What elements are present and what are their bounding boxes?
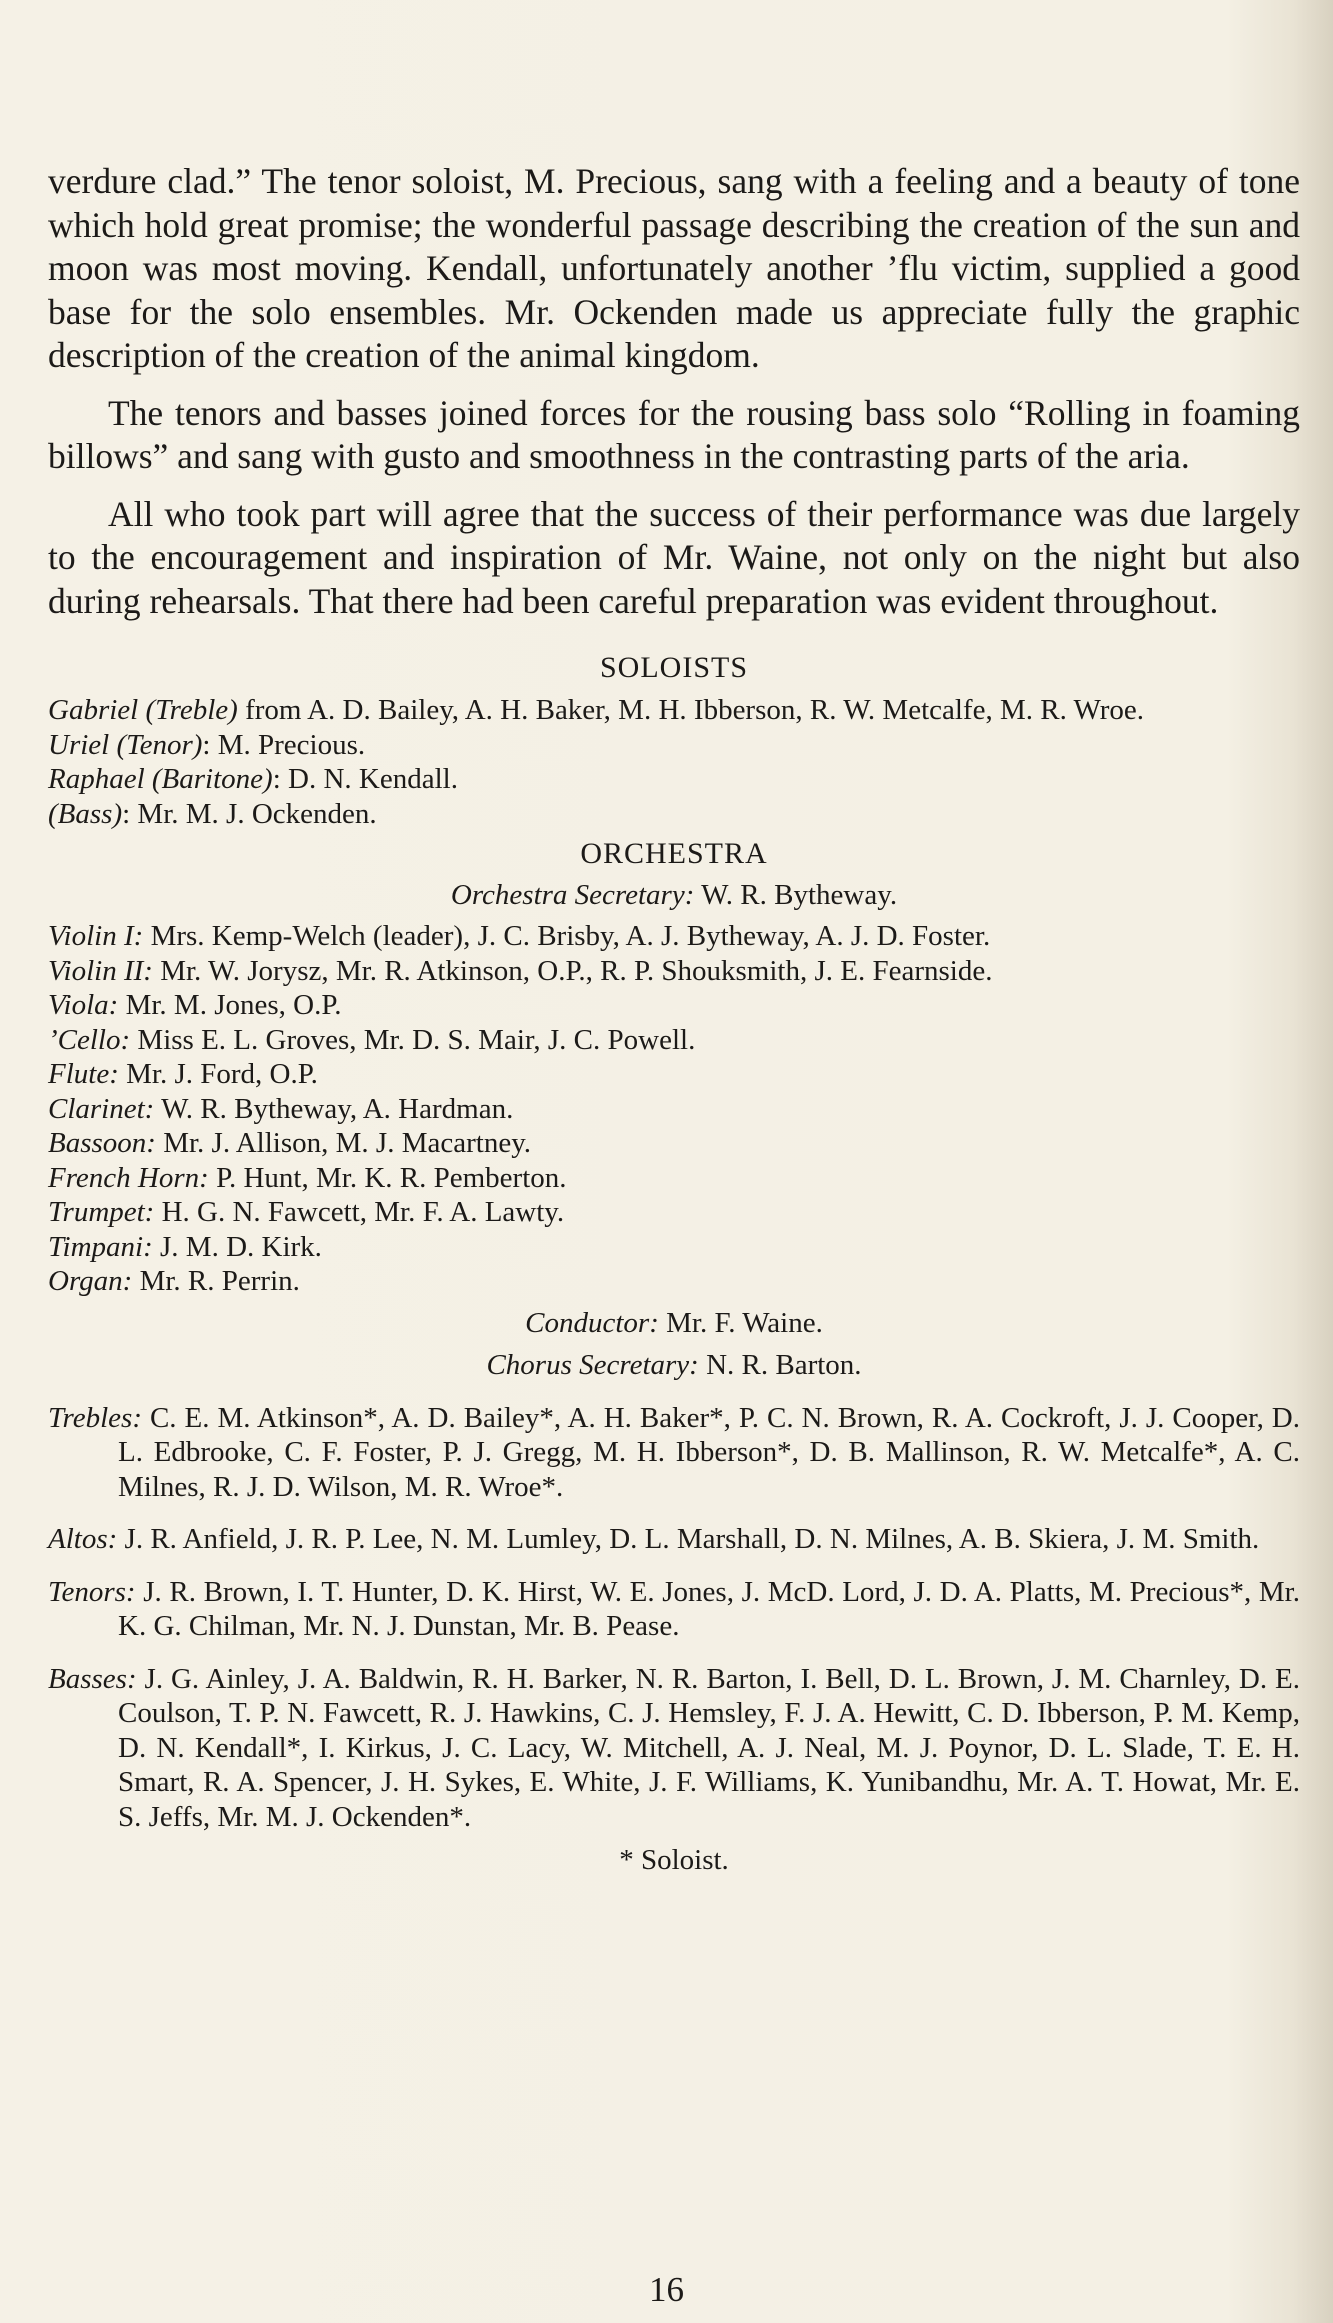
singer-names: J. R. Brown, I. T. Hunter, D. K. Hirst, W. E. Jones, J. McD. Lord, J. D. A. Platts, M. Precious*, Mr. K. G. Chilman, Mr. N. J. Dunstan, Mr. B. Pease. — [118, 1575, 1300, 1642]
instrument-label: Timpani: — [48, 1230, 153, 1263]
soloist-role: Uriel (Tenor) — [48, 728, 203, 761]
chorus-entry-altos — [48, 1522, 1300, 1557]
singer-names: J. R. Anfield, J. R. P. Lee, N. M. Lumley, D. L. Marshall, D. N. Milnes, A. B. Skiera, J. M. Smith. — [117, 1523, 1260, 1555]
chorus-secretary-name: N. R. Barton. — [698, 1348, 862, 1381]
conductor-name: Mr. F. Waine. — [658, 1306, 823, 1339]
orchestra-entry — [48, 1195, 1300, 1230]
player-names: W. R. Bytheway, A. Hardman. — [154, 1092, 514, 1125]
orchestra-entry — [48, 919, 1300, 954]
soloist-entry — [48, 728, 1300, 763]
soloist-separator: : — [122, 797, 138, 830]
orchestra-entry — [48, 988, 1300, 1023]
page-number: 16 — [649, 2270, 684, 2309]
soloist-footnote: * Soloist. — [619, 1844, 729, 1876]
player-names: P. Hunt, Mr. K. R. Pemberton. — [208, 1161, 567, 1194]
voice-part-label: Altos: — [48, 1523, 118, 1555]
soloist-role: Gabriel (Treble) — [48, 694, 238, 726]
instrument-label: Violin I: — [48, 920, 144, 952]
singer-names: J. G. Ainley, J. A. Baldwin, R. H. Barker, N. R. Barton, I. Bell, D. L. Brown, J. M. Charnley, D. E. Coulson, T. P. N. Fawcett, R. J. Hawkins, C. J. Hemsley, F. J. A. Hewitt, C. D. Ibberson, P. M. Kemp, D. N. Kendall*, I. Kirkus, J. C. Lacy, W. Mitchell, A. J. Neal, M. J. Poynor, D. L. Slade, T. E. H. Smart, R. A. Spencer, J. H. Sykes, E. White, J. F. Williams, K. Yunibandhu, Mr. A. T. Howat, Mr. E. S. Jeffs, Mr. M. J. Ockenden*. — [118, 1662, 1300, 1833]
chorus-secretary-line — [48, 1347, 1300, 1383]
instrument-label: Flute: — [48, 1058, 119, 1090]
soloist-names: M. Precious. — [217, 728, 366, 761]
player-names: Mr. R. Perrin. — [132, 1265, 300, 1297]
soloist-entry — [48, 762, 1300, 797]
orchestra-entry — [48, 1161, 1300, 1196]
soloists-list — [48, 693, 1300, 831]
soloist-entry — [48, 797, 1300, 832]
body-paragraph-1: verdure clad.” The tenor soloist, M. Precious, sang with a feeling and a beauty of tone which hold great promise; the wonderful passage describing the creation of the sun and moon was most moving. Kendall, unfortunately another ’flu victim, supplied a good base for the solo ensembles. Mr. Ockenden made us appreciate fully the graphic description of the creation of the animal kingdom. — [48, 161, 1300, 375]
voice-part-label: Trebles: — [48, 1401, 142, 1434]
soloist-names: D. N. Kendall. — [288, 763, 458, 795]
player-names: Mr. M. Jones, O.P. — [118, 989, 342, 1021]
voice-part-label: Basses: — [48, 1662, 137, 1695]
chorus-entry-tenors — [48, 1575, 1300, 1644]
soloist-separator: : — [202, 728, 218, 761]
orchestra-entry — [48, 954, 1300, 989]
orchestra-list — [48, 919, 1300, 1299]
soloist-names: Mr. M. J. Ockenden. — [137, 797, 377, 830]
chorus-entry-trebles — [48, 1401, 1300, 1505]
orchestra-entry — [48, 1092, 1300, 1127]
orchestra-heading: ORCHESTRA — [580, 837, 768, 870]
body-paragraph-2: The tenors and basses joined forces for the rousing bass solo “Rolling in foaming billows” and sang with gusto and smoothness in the contrasting parts of the aria. — [48, 392, 1300, 476]
voice-part-label: Tenors: — [48, 1575, 136, 1608]
orchestra-entry — [48, 1057, 1300, 1092]
player-names: H. G. N. Fawcett, Mr. F. A. Lawty. — [154, 1196, 565, 1228]
instrument-label: Bassoon: — [48, 1127, 156, 1159]
orchestra-entry — [48, 1264, 1300, 1299]
player-names: J. M. D. Kirk. — [152, 1230, 322, 1263]
conductor-role: Conductor: — [525, 1306, 659, 1339]
soloist-names: A. D. Bailey, A. H. Baker, M. H. Ibberson, R. W. Metcalfe, M. R. Wroe. — [307, 694, 1145, 726]
instrument-label: Organ: — [48, 1265, 133, 1297]
orchestra-secretary-name: W. R. Bytheway. — [694, 879, 898, 911]
player-names: Mr. W. Jorysz, Mr. R. Atkinson, O.P., R. P. Shouksmith, J. E. Fearnside. — [152, 954, 993, 987]
instrument-label: Clarinet: — [48, 1092, 155, 1125]
orchestra-entry — [48, 1126, 1300, 1161]
soloist-role: Raphael (Baritone) — [48, 763, 273, 795]
instrument-label: Trumpet: — [48, 1196, 155, 1228]
orchestra-entry — [48, 1023, 1300, 1058]
player-names: Mr. J. Ford, O.P. — [118, 1058, 318, 1090]
soloist-separator: from — [237, 694, 308, 726]
chorus-secretary-role: Chorus Secretary: — [486, 1348, 699, 1381]
chorus-list — [48, 1401, 1300, 1835]
conductor-line — [48, 1305, 1300, 1341]
instrument-label: ’Cello: — [48, 1023, 131, 1056]
player-names: Mrs. Kemp-Welch (leader), J. C. Brisby, A. J. Bytheway, A. J. D. Foster. — [143, 920, 991, 952]
orchestra-secretary-role: Orchestra Secretary: — [450, 879, 695, 911]
body-paragraph-3: All who took part will agree that the success of their performance was due largely to the encouragement and inspiration of Mr. Waine, not only on the night but also during rehearsals. That there had been careful preparation was evident throughout. — [48, 493, 1300, 621]
soloist-entry — [48, 693, 1300, 728]
soloist-separator: : — [272, 763, 289, 795]
player-names: Miss E. L. Groves, Mr. D. S. Mair, J. C. Powell. — [130, 1023, 696, 1056]
instrument-label: French Horn: — [48, 1161, 209, 1194]
singer-names: C. E. M. Atkinson*, A. D. Bailey*, A. H. Baker*, P. C. N. Brown, R. A. Cockroft, J. J. Cooper, D. L. Edbrooke, C. F. Foster, P. J. Gregg, M. H. Ibberson*, D. B. Mallinson, R. W. Metcalfe*, A. C. Milnes, R. J. D. Wilson, M. R. Wroe*. — [118, 1401, 1300, 1503]
soloists-heading: SOLOISTS — [599, 651, 749, 684]
page-content — [48, 160, 1300, 1877]
orchestra-secretary-line — [48, 877, 1300, 913]
player-names: Mr. J. Allison, M. J. Macartney. — [155, 1127, 532, 1159]
orchestra-entry — [48, 1230, 1300, 1265]
chorus-entry-basses — [48, 1662, 1300, 1835]
instrument-label: Violin II: — [48, 954, 153, 987]
instrument-label: Viola: — [48, 989, 119, 1021]
soloist-role: (Bass) — [48, 797, 123, 830]
